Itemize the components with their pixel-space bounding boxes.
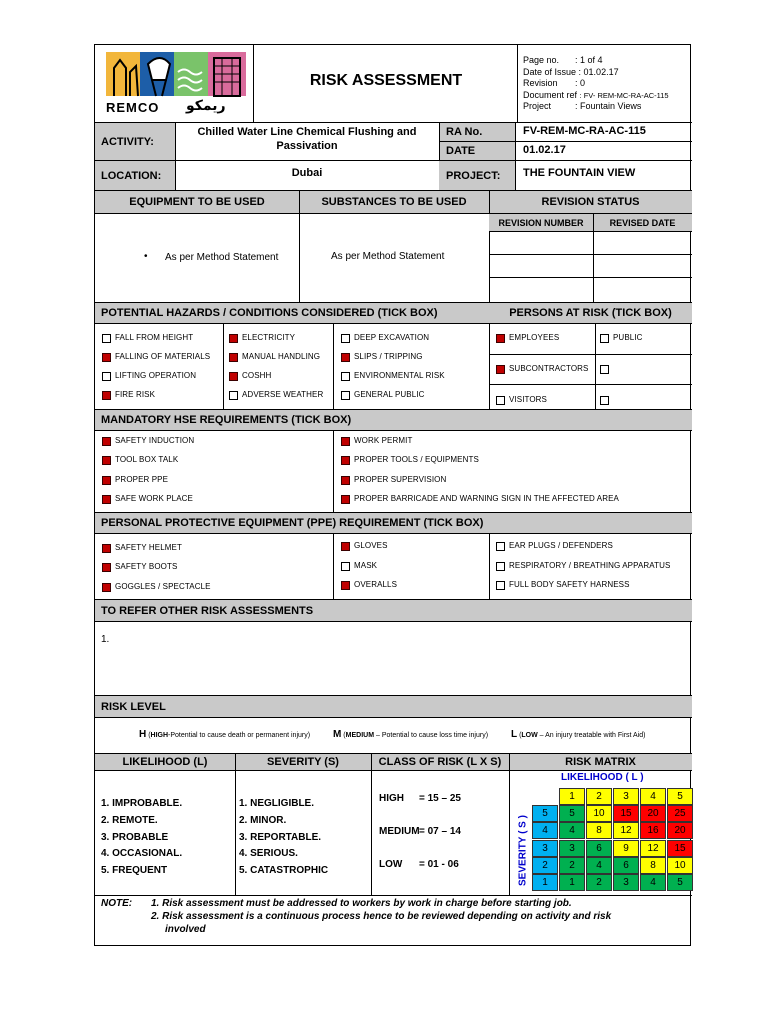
ppe-6-checkbox[interactable] — [496, 542, 505, 551]
hse-2-label: PROPER PPE — [115, 475, 169, 484]
hazard-9-checkbox[interactable] — [341, 353, 350, 362]
location-value: Dubai — [291, 167, 323, 179]
persons-at-risk-header: PERSONS AT RISK (TICK BOX) — [489, 303, 692, 323]
ra-number-label: RA No. — [439, 123, 515, 141]
matrix-cell: 9 — [613, 840, 639, 857]
refer-item[interactable]: 1. — [101, 634, 110, 645]
refer-header: TO REFER OTHER RISK ASSESSMENTS — [95, 600, 692, 621]
risk-matrix-header: RISK MATRIX — [509, 754, 692, 770]
severity-item: 2. MINOR. — [239, 814, 287, 826]
substances-value: As per Method Statement — [331, 251, 445, 262]
matrix-cell: 8 — [640, 857, 666, 874]
hazard-8-checkbox[interactable] — [341, 334, 350, 343]
hse-5-checkbox[interactable] — [341, 456, 350, 465]
meta-row-revision: Revision : 0 — [523, 78, 586, 88]
logo-arabic-text: ريمكو — [186, 98, 226, 114]
equipment-header: EQUIPMENT TO BE USED — [95, 191, 299, 213]
matrix-row-header: 3 — [532, 840, 558, 857]
risk-level-header: RISK LEVEL — [95, 696, 692, 717]
meta-row-docref: Document ref : FV- REM-MC-RA-AC-115 — [523, 89, 669, 100]
person-2-label: SUBCONTRACTORS — [509, 364, 589, 373]
ppe-0-checkbox[interactable] — [102, 544, 111, 553]
hazard-6-label: COSHH — [242, 371, 272, 380]
severity-header: SEVERITY (S) — [235, 754, 371, 770]
hazard-10-label: ENVIRONMENTAL RISK — [354, 371, 445, 380]
ppe-7-checkbox[interactable] — [496, 562, 505, 571]
matrix-cell: 4 — [640, 874, 666, 891]
person-4-checkbox[interactable] — [496, 396, 505, 405]
hse-7-checkbox[interactable] — [341, 495, 350, 504]
hazard-8-label: DEEP EXCAVATION — [354, 333, 430, 342]
risk-assessment-sheet — [94, 44, 691, 946]
date-label: DATE — [439, 142, 515, 160]
matrix-cell: 10 — [667, 857, 693, 874]
matrix-cell: 12 — [613, 822, 639, 839]
matrix-col-header: 3 — [613, 788, 639, 805]
matrix-cell: 25 — [667, 805, 693, 822]
ppe-header: PERSONAL PROTECTIVE EQUIPMENT (PPE) REQUIREMENT (TICK BOX) — [95, 513, 692, 533]
person-1-checkbox[interactable] — [600, 334, 609, 343]
matrix-cell: 5 — [559, 805, 585, 822]
severity-item: 4. SERIOUS. — [239, 848, 298, 860]
ppe-7-label: RESPIRATORY / BREATHING APPARATUS — [509, 561, 671, 570]
matrix-cell: 8 — [586, 822, 612, 839]
matrix-cell: 2 — [559, 857, 585, 874]
meta-row-project: Project : Fountain Views — [523, 101, 642, 111]
ppe-5-label: OVERALLS — [354, 580, 398, 589]
person-3-checkbox[interactable] — [600, 365, 609, 374]
matrix-severity-label: SEVERITY ( S ) — [517, 815, 529, 886]
revised-date-header: REVISED DATE — [593, 214, 692, 231]
matrix-row-header: 1 — [532, 874, 558, 891]
matrix-cell: 15 — [667, 840, 693, 857]
likelihood-list — [101, 796, 182, 880]
matrix-cell: 3 — [613, 874, 639, 891]
hse-3-checkbox[interactable] — [102, 495, 111, 504]
person-2-checkbox[interactable] — [496, 365, 505, 374]
hse-header: MANDATORY HSE REQUIREMENTS (TICK BOX) — [95, 410, 692, 430]
ppe-3-checkbox[interactable] — [341, 542, 350, 551]
ra-number-value: FV-REM-MC-RA-AC-115 — [523, 125, 646, 137]
ppe-0-label: SAFETY HELMET — [115, 543, 182, 552]
note-line-1: 1. Risk assessment must be addressed to workers by work in charge before starting job. — [151, 898, 572, 909]
likelihood-item: 4. OCCASIONAL. — [101, 848, 183, 860]
revision-number-header: REVISION NUMBER — [489, 214, 593, 231]
ppe-8-label: FULL BODY SAFETY HARNESS — [509, 580, 630, 589]
high-definition: H (HIGH-Potential to cause death or permanent injury) — [139, 729, 311, 740]
matrix-cell: 4 — [586, 857, 612, 874]
likelihood-item: 2. REMOTE. — [101, 814, 158, 826]
risk-class-low: LOW = 01 - 06 — [379, 859, 459, 870]
matrix-cell: 10 — [586, 805, 612, 822]
matrix-cell: 6 — [586, 840, 612, 857]
hse-5-label: PROPER TOOLS / EQUIPMENTS — [354, 455, 479, 464]
hazard-11-label: GENERAL PUBLIC — [354, 390, 425, 399]
likelihood-item: 1. IMPROBABLE. — [101, 798, 183, 809]
matrix-cell: 16 — [640, 822, 666, 839]
ppe-4-checkbox[interactable] — [341, 562, 350, 571]
hazard-10-checkbox[interactable] — [341, 372, 350, 381]
hse-6-checkbox[interactable] — [341, 476, 350, 485]
substances-header: SUBSTANCES TO BE USED — [299, 191, 489, 213]
date-value: 01.02.17 — [523, 144, 566, 156]
person-0-checkbox[interactable] — [496, 334, 505, 343]
hse-0-checkbox[interactable] — [102, 437, 111, 446]
low-definition: L (LOW – An injury treatable with First Aid) — [511, 729, 646, 740]
person-5-checkbox[interactable] — [600, 396, 609, 405]
hse-3-label: SAFE WORK PLACE — [115, 494, 193, 503]
ppe-4-label: MASK — [354, 561, 378, 570]
matrix-cell: 20 — [640, 805, 666, 822]
hse-4-checkbox[interactable] — [341, 437, 350, 446]
matrix-cell: 4 — [559, 822, 585, 839]
matrix-cell: 6 — [613, 857, 639, 874]
note-line-2: 2. Risk assessment is a continuous process hence to be reviewed depending on activity and risk — [151, 911, 612, 922]
matrix-cell: 1 — [559, 874, 585, 891]
hazard-4-label: ELECTRICITY — [242, 333, 296, 342]
severity-item: 1. NEGLIGIBLE. — [239, 798, 315, 809]
likelihood-item: 5. FREQUENT — [101, 865, 168, 877]
ppe-2-checkbox[interactable] — [102, 583, 111, 592]
hazard-3-label: FIRE RISK — [115, 390, 156, 399]
project-label: PROJECT: — [439, 161, 515, 190]
hazard-0-checkbox[interactable] — [102, 334, 111, 343]
risk-class-medium: MEDIUM= 07 – 14 — [379, 826, 461, 837]
meta-row-date: Date of Issue : 01.02.17 — [523, 66, 619, 77]
location-label: LOCATION: — [95, 161, 175, 190]
hazard-1-checkbox[interactable] — [102, 353, 111, 362]
person-0-label: EMPLOYEES — [509, 333, 560, 342]
hse-1-label: TOOL BOX TALK — [115, 455, 179, 464]
severity-item: 5. CATASTROPHIC — [239, 865, 329, 877]
likelihood-item: 3. PROBABLE — [101, 831, 169, 843]
hse-7-label: PROPER BARRICADE AND WARNING SIGN IN THE AFFECTED AREA — [354, 494, 619, 503]
project-value: THE FOUNTAIN VIEW — [523, 167, 636, 179]
person-4-label: VISITORS — [509, 395, 547, 404]
matrix-cell: 15 — [613, 805, 639, 822]
hazard-9-label: SLIPS / TRIPPING — [354, 352, 423, 361]
company-logo — [104, 50, 252, 120]
meta-row-page: Page no. : 1 of 4 — [523, 55, 603, 65]
hazard-11-checkbox[interactable] — [341, 391, 350, 400]
hazard-7-label: ADVERSE WEATHER — [242, 390, 324, 399]
revision-status-header: REVISION STATUS — [489, 191, 692, 213]
matrix-cell: 12 — [640, 840, 666, 857]
hazard-2-label: LIFTING OPERATION — [115, 371, 197, 380]
likelihood-header: LIKELIHOOD (L) — [95, 754, 235, 770]
hazard-1-label: FALLING OF MATERIALS — [115, 352, 211, 361]
severity-list — [239, 796, 328, 880]
hazard-6-checkbox[interactable] — [229, 372, 238, 381]
activity-label: ACTIVITY: — [95, 123, 175, 160]
matrix-col-header: 1 — [559, 788, 585, 805]
ppe-3-label: GLOVES — [354, 541, 388, 550]
ppe-2-label: GOGGLES / SPECTACLE — [115, 582, 211, 591]
ppe-1-label: SAFETY BOOTS — [115, 562, 178, 571]
hse-0-label: SAFETY INDUCTION — [115, 436, 195, 445]
matrix-row-header: 5 — [532, 805, 558, 822]
equipment-value: As per Method Statement — [165, 252, 279, 263]
matrix-col-header: 5 — [667, 788, 693, 805]
class-of-risk-header: CLASS OF RISK (L X S) — [371, 754, 509, 770]
activity-value: Chilled Water Line Chemical Flushing and Passivation — [197, 126, 417, 152]
hazard-0-label: FALL FROM HEIGHT — [115, 333, 194, 342]
matrix-row-header: 2 — [532, 857, 558, 874]
hse-2-checkbox[interactable] — [102, 476, 111, 485]
ppe-8-checkbox[interactable] — [496, 581, 505, 590]
equipment-bullet: • — [144, 251, 148, 262]
matrix-col-header: 4 — [640, 788, 666, 805]
note-label: NOTE: — [101, 898, 133, 909]
hazard-4-checkbox[interactable] — [229, 334, 238, 343]
matrix-cell: 5 — [667, 874, 693, 891]
hse-4-label: WORK PERMIT — [354, 436, 413, 445]
risk-class-high: HIGH = 15 – 25 — [379, 793, 461, 804]
medium-definition: M (MEDIUM – Potential to cause loss time injury) — [333, 729, 489, 740]
matrix-col-header: 2 — [586, 788, 612, 805]
matrix-cell: 2 — [586, 874, 612, 891]
logo-text: REMCO — [106, 100, 160, 115]
severity-item: 3. REPORTABLE. — [239, 831, 322, 843]
hazard-3-checkbox[interactable] — [102, 391, 111, 400]
hse-1-checkbox[interactable] — [102, 456, 111, 465]
hazard-7-checkbox[interactable] — [229, 391, 238, 400]
hazard-5-checkbox[interactable] — [229, 353, 238, 362]
matrix-cell: 3 — [559, 840, 585, 857]
hse-6-label: PROPER SUPERVISION — [354, 475, 447, 484]
matrix-row-header: 4 — [532, 822, 558, 839]
person-1-label: PUBLIC — [613, 333, 643, 342]
ppe-1-checkbox[interactable] — [102, 563, 111, 572]
document-meta — [523, 55, 693, 113]
matrix-cell: 20 — [667, 822, 693, 839]
document-title: RISK ASSESSMENT — [309, 72, 463, 89]
ppe-6-label: EAR PLUGS / DEFENDERS — [509, 541, 613, 550]
note-line-3: involved — [165, 924, 206, 935]
hazards-header: POTENTIAL HAZARDS / CONDITIONS CONSIDERED (TICK BOX) — [95, 303, 489, 323]
ppe-5-checkbox[interactable] — [341, 581, 350, 590]
matrix-likelihood-label: LIKELIHOOD ( L ) — [561, 772, 644, 783]
hazard-5-label: MANUAL HANDLING — [242, 352, 321, 361]
hazard-2-checkbox[interactable] — [102, 372, 111, 381]
